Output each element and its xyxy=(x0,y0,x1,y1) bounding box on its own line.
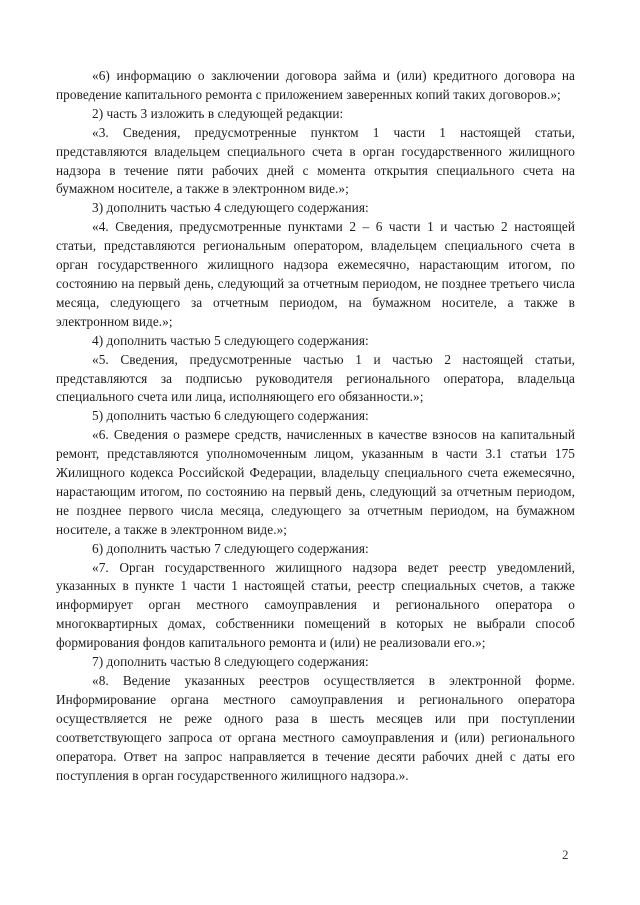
paragraph-10: 6) дополнить частью 7 следующего содержания: xyxy=(92,540,369,556)
paragraph-9: «6. Сведения о размере средств, начисленных в качестве взносов на капитальный ремонт, представляются уполномоченным лицом, указанным в части 3.1 статьи 175 Жилищного кодекса Российской Федерации, владельцу специального счета ежемесячно, нарастающим итогом, по состоянию на первый день, следующий за отчетным периодом, не позднее первого числа месяца, следующего за отчетным периодом, на бумажном носителе, а также в электронном виде.»; xyxy=(56,427,575,537)
paragraph-2: 2) часть 3 изложить в следующей редакции: xyxy=(92,105,344,121)
paragraph-5: «4. Сведения, предусмотренные пунктами 2 – 6 части 1 и частью 2 настоящей статьи, представляются региональным оператором, владельцем специального счета в орган государственного жилищного надзора ежемесячно, нарастающим итогом, по состоянию на первый день, следующий за отчетным периодом, не позднее третьего числа месяца, следующего за отчетным периодом, на бумажном носителе, а также в электронном виде.»; xyxy=(56,219,575,329)
paragraph-13: «8. Ведение указанных реестров осуществляется в электронной форме. Информирование органа местного самоуправления и регионального оператора осуществляется не реже одного раза в шесть месяцев или при поступлении соответствующего запроса от органа местного самоуправления и (или) регионального оператора. Ответ на запрос направляется в течение десяти рабочих дней с даты его поступления в орган государственного жилищного надзора.». xyxy=(56,673,575,783)
paragraph-6: 4) дополнить частью 5 следующего содержания: xyxy=(92,332,369,348)
paragraph-11: «7. Орган государственного жилищного надзора ведет реестр уведомлений, указанных в пункте 1 части 1 настоящей статьи, реестр специальных счетов, а также информирует орган местного самоуправления и регионального оператора о многоквартирных домах, собственники помещений в которых не выбрали способ формирования фондов капитального ремонта и (или) не реализовали его.»; xyxy=(56,559,575,651)
paragraph-3: «3. Сведения, предусмотренные пунктом 1 части 1 настоящей статьи, представляются владельцем специального счета в орган государственного жилищного надзора в течение пяти рабочих дней с момента открытия специального счета на бумажном носителе, а также в электронном виде.»; xyxy=(56,124,575,197)
document-body xyxy=(56,67,575,785)
paragraph-12: 7) дополнить частью 8 следующего содержания: xyxy=(92,654,369,670)
paragraph-4: 3) дополнить частью 4 следующего содержания: xyxy=(92,200,369,216)
paragraph-8: 5) дополнить частью 6 следующего содержания: xyxy=(92,408,369,424)
paragraph-7: «5. Сведения, предусмотренные частью 1 и частью 2 настоящей статьи, представляются за подписью руководителя регионального оператора, владельца специального счета или лица, исполняющего его обязанности.»; xyxy=(56,351,575,405)
paragraph-1: «6) информацию о заключении договора займа и (или) кредитного договора на проведение капитального ремонта с приложением заверенных копий таких договоров.»; xyxy=(56,68,575,102)
page-number: 2 xyxy=(562,847,569,862)
